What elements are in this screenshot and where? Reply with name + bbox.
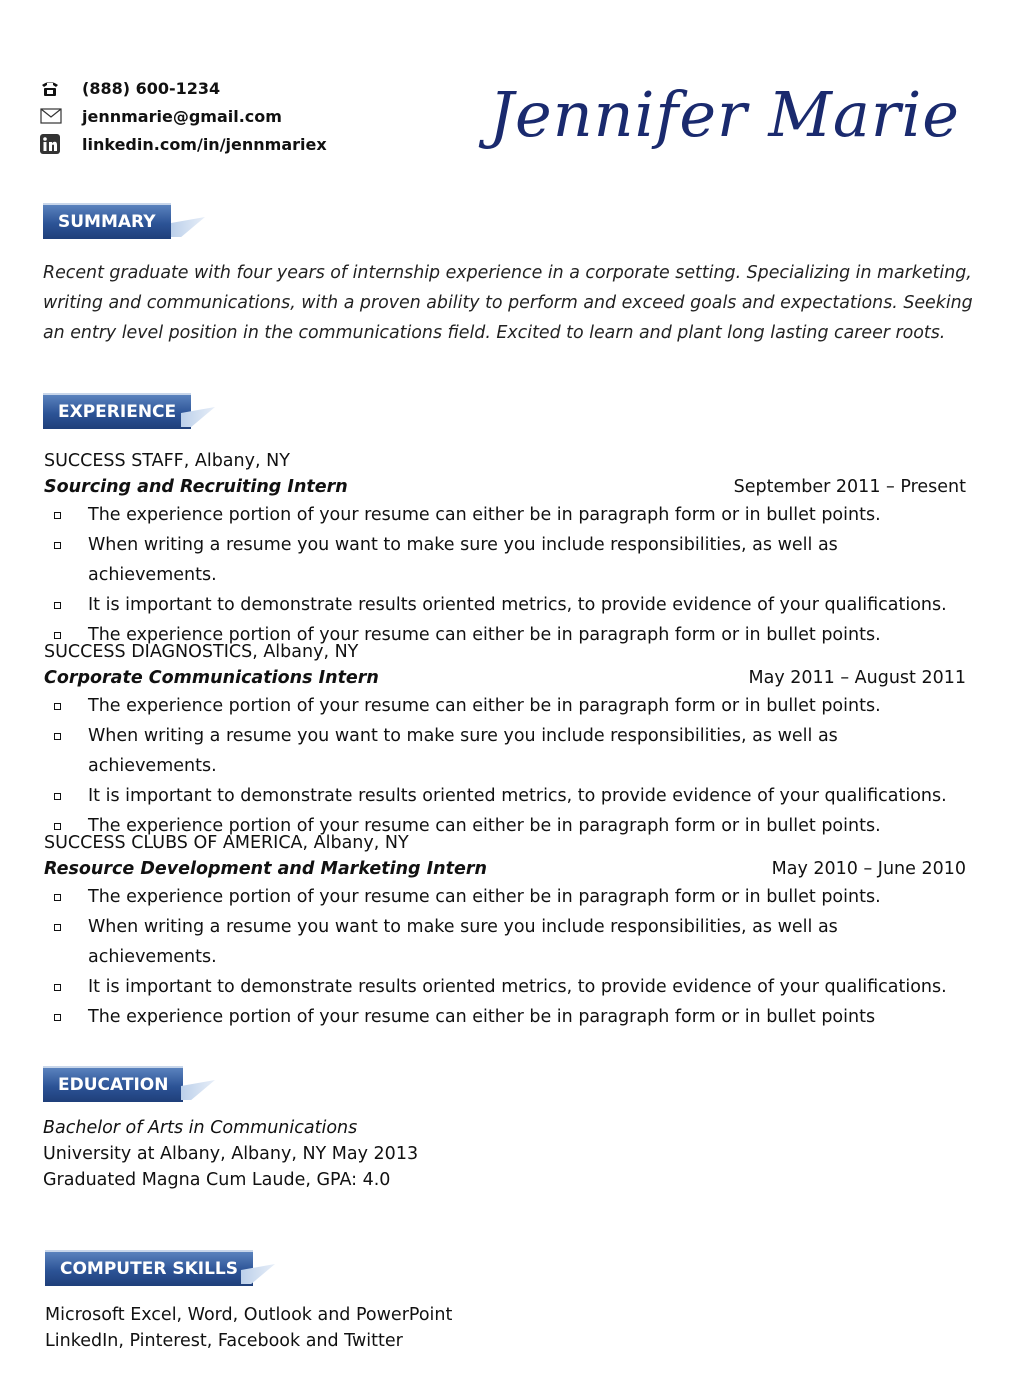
contact-phone-row [40,74,327,102]
list-item [44,781,966,811]
candidate-name: Jennifer Marie [489,78,960,151]
bullet-square-icon [54,1014,61,1021]
section-header-experience [43,393,191,429]
bullet-text: When writing a resume you want to make sure you include responsibilities, as well as achievements. [88,535,838,585]
bullet-square-icon [54,924,61,931]
job-title: Resource Development and Marketing Intern [44,859,487,879]
job-entry [44,830,966,1032]
contact-email-row[interactable] [40,102,327,130]
bullet-text: It is important to demonstrate results oriented metrics, to provide evidence of your qualifications. [88,595,947,615]
bullet-text: It is important to demonstrate results oriented metrics, to provide evidence of your qualifications. [88,977,947,997]
job-dates: September 2011 – Present [733,477,966,497]
bullet-square-icon [54,542,61,549]
bullet-text: The experience portion of your resume can either be in paragraph form or in bullet points. [88,696,881,716]
linkedin-icon [40,134,62,154]
bullet-square-icon [54,632,61,639]
contact-email[interactable]: jennmarie@gmail.com [82,106,282,126]
bullet-text: The experience portion of your resume can either be in paragraph form or in bullet points. [88,505,881,525]
envelope-icon [40,106,62,126]
contact-linkedin-row[interactable] [40,130,327,158]
list-item [44,590,966,620]
section-ribbon-tail [171,217,205,237]
bullet-text: The experience portion of your resume can either be in paragraph form or in bullet points [88,1007,876,1027]
bullet-text: When writing a resume you want to make sure you include responsibilities, as well as achievements. [88,917,838,967]
job-bullets [44,500,966,650]
summary-text: Recent graduate with four years of internship experience in a corporate setting. Specializing in marketing, writing and communications, with a proven ability to perform and exceed goals and expectations. Seeking an entry level position in the communications field. Excited to learn and plant long lasting career roots. [43,263,973,343]
job-bullets [44,882,966,1032]
list-item [44,1002,966,1032]
bullet-square-icon [54,733,61,740]
bullet-text: The experience portion of your resume can either be in paragraph form or in bullet points. [88,625,881,645]
education-block [43,1115,418,1193]
job-entry [44,639,966,841]
job-company: SUCCESS CLUBS OF AMERICA, Albany, NY [44,833,409,853]
contact-block [40,74,327,158]
bullet-square-icon [54,984,61,991]
job-title-row [44,856,966,882]
contact-linkedin[interactable]: linkedin.com/in/jennmariex [82,134,327,154]
bullet-square-icon [54,602,61,609]
job-bullets [44,691,966,841]
skills-line: Microsoft Excel, Word, Outlook and PowerPoint [45,1305,453,1325]
bullet-square-icon [54,823,61,830]
job-entry [44,448,966,650]
job-title-row [44,665,966,691]
bullet-text: When writing a resume you want to make sure you include responsibilities, as well as achievements. [88,726,838,776]
contact-phone: (888) 600-1234 [82,78,221,98]
list-item [44,530,966,590]
list-item [44,912,966,972]
list-item [44,691,966,721]
phone-icon [40,78,62,98]
job-title-row [44,474,966,500]
section-title: EDUCATION [43,1066,183,1102]
section-ribbon-tail [181,1080,215,1100]
bullet-text: It is important to demonstrate results oriented metrics, to provide evidence of your qualifications. [88,786,947,806]
list-item [44,500,966,530]
section-title: EXPERIENCE [43,393,191,429]
job-title: Corporate Communications Intern [44,668,379,688]
education-honors: Graduated Magna Cum Laude, GPA: 4.0 [43,1170,391,1190]
bullet-square-icon [54,512,61,519]
education-school: University at Albany, Albany, NY May 2013 [43,1144,419,1164]
list-item [44,972,966,1002]
section-title: COMPUTER SKILLS [45,1250,253,1286]
job-dates: May 2010 – June 2010 [771,859,966,879]
section-header-education [43,1066,183,1102]
skills-line: LinkedIn, Pinterest, Facebook and Twitter [45,1331,403,1351]
bullet-text: The experience portion of your resume can either be in paragraph form or in bullet points. [88,816,881,836]
list-item [44,721,966,781]
bullet-square-icon [54,894,61,901]
bullet-text: The experience portion of your resume can either be in paragraph form or in bullet points. [88,887,881,907]
job-dates: May 2011 – August 2011 [748,668,966,688]
section-header-skills [45,1250,253,1286]
section-header-summary [43,203,171,239]
job-company: SUCCESS DIAGNOSTICS, Albany, NY [44,642,359,662]
list-item [44,882,966,912]
job-title: Sourcing and Recruiting Intern [44,477,348,497]
job-company: SUCCESS STAFF, Albany, NY [44,451,290,471]
bullet-square-icon [54,793,61,800]
bullet-square-icon [54,703,61,710]
section-title: SUMMARY [43,203,171,239]
skills-block [45,1302,452,1354]
education-degree: Bachelor of Arts in Communications [43,1118,358,1138]
